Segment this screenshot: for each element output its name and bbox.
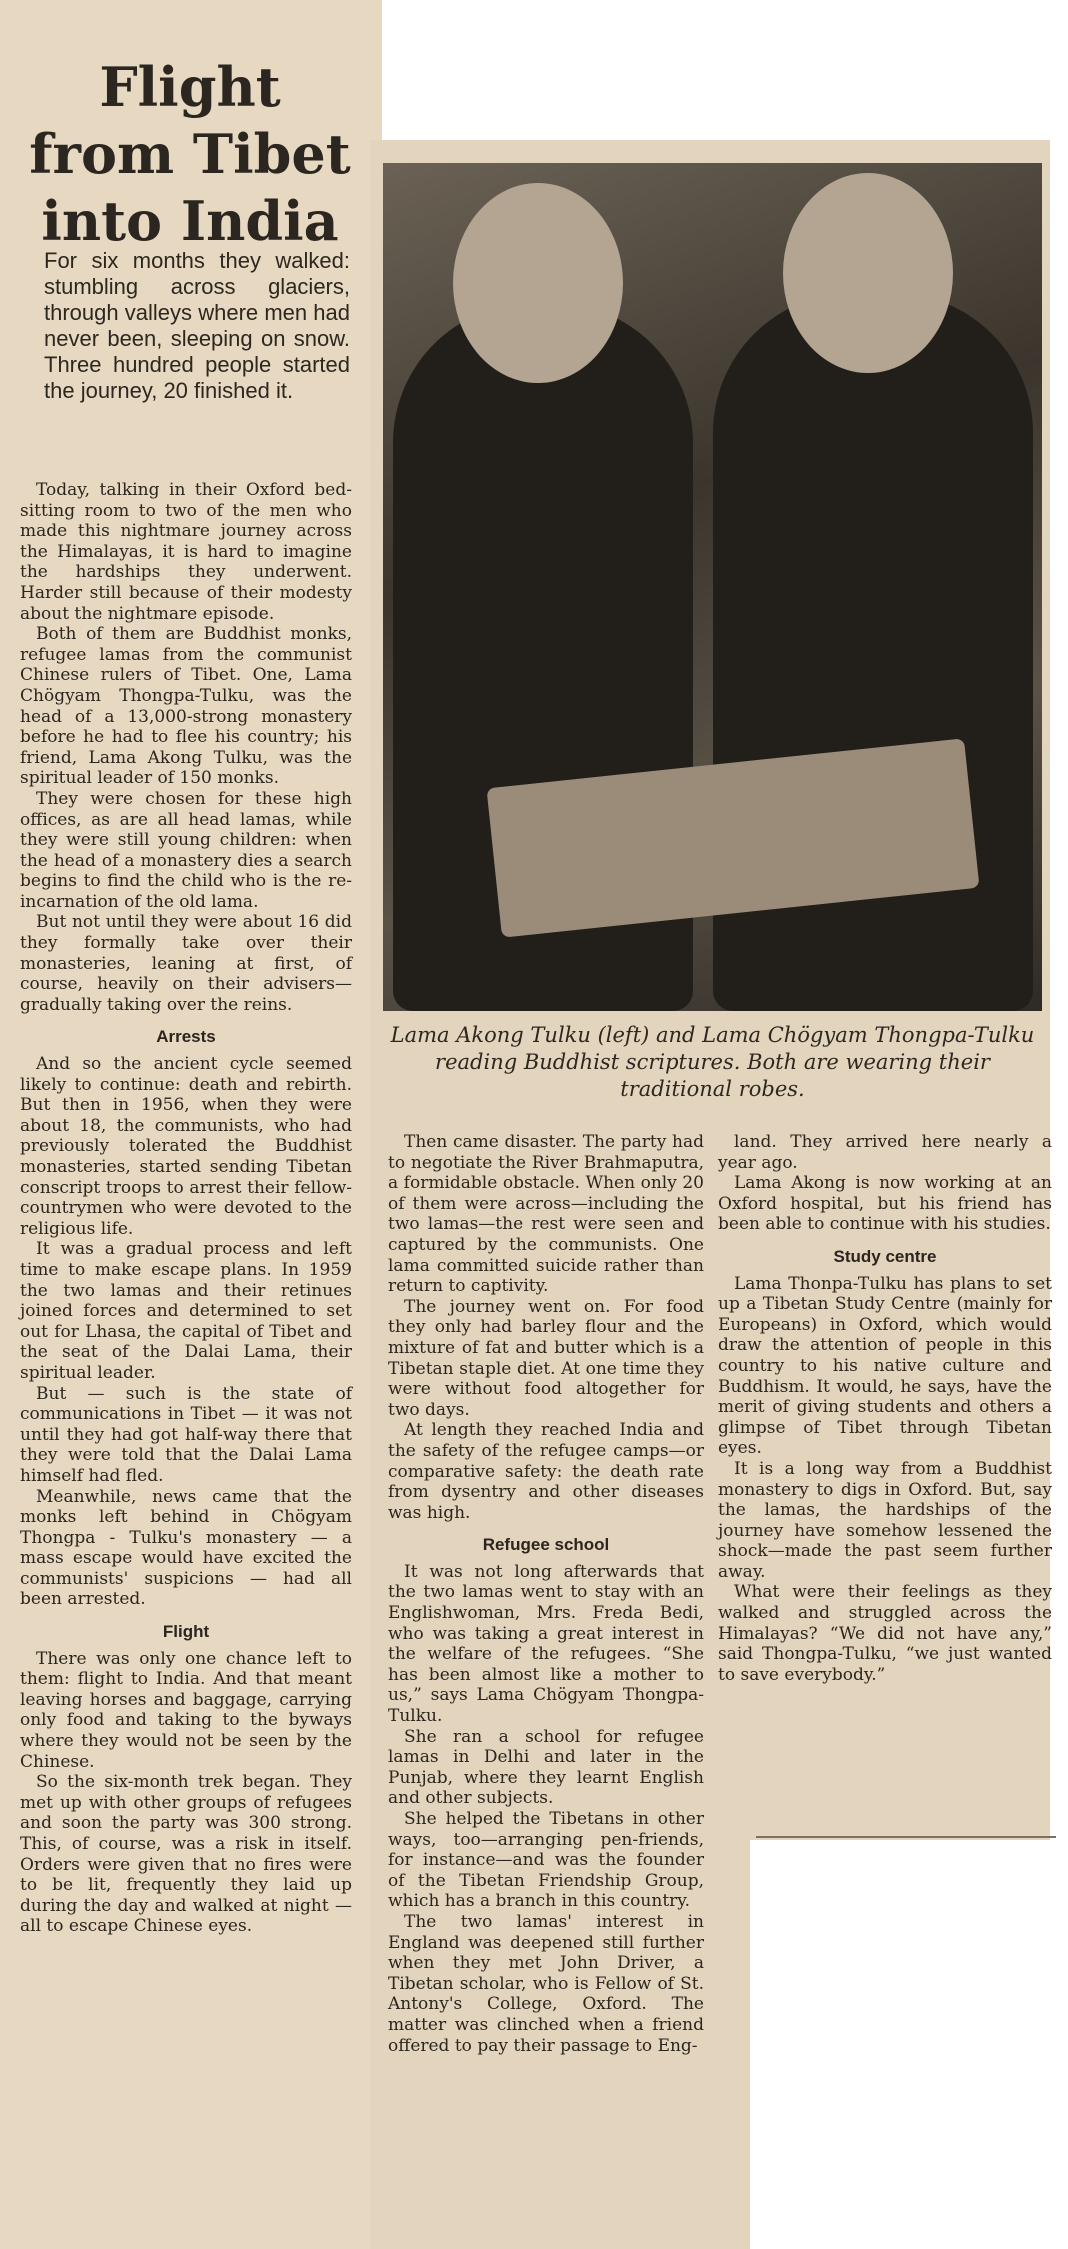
lead-paragraph: For six months they walked: stumbling across glaciers, through valleys where men had never been, sleeping on snow. Three hundred people started the journey, 20 finished it.	[44, 248, 350, 403]
column-1	[20, 480, 352, 1937]
column-3	[718, 1132, 1052, 1685]
paragraph: She helped the Tibetans in other ways, too—arranging pen-friends, for instance—and was the founder of the Tibetan Friendship Group, which has a branch in this country.	[388, 1809, 704, 1912]
photo-two-lamas	[383, 163, 1042, 1011]
paragraph: Today, talking in their Oxford bed-sitting room to two of the men who made this nightmare journey across the Himalayas, it is hard to imagine the hardships they underwent. Harder still because of their modesty about the nightmare episode.	[20, 480, 352, 624]
paragraph: It is a long way from a Buddhist monastery to digs in Oxford. But, say the lamas, the hardships of the journey have somehow lessened the shock—made the past seem further away.	[718, 1458, 1052, 1582]
paragraph: So the six-month trek began. They met up with other groups of refugees and soon the party was 300 strong. This, of course, was a risk in itself. Orders were given that no fires were to be lit, frequently they laid up during the day and walked at night —all to escape Chinese eyes.	[20, 1772, 352, 1937]
paragraph: Lama Akong is now working at an Oxford hospital, but his friend has been able to continue with his studies.	[718, 1173, 1052, 1235]
subheading-refugee-school: Refugee school	[482, 1535, 610, 1555]
headline: Flight from Tibet into India	[29, 55, 351, 254]
head-left	[453, 183, 623, 383]
paragraph: land. They arrived here nearly a year ago.	[718, 1132, 1052, 1173]
paragraph: The journey went on. For food they only had barley flour and the mixture of fat and butter which is a Tibetan staple diet. At one time they were without food altogether for two days.	[388, 1296, 704, 1420]
subheading-study-centre: Study centre	[833, 1246, 937, 1266]
head-right	[783, 173, 953, 373]
column-rule	[756, 1836, 1056, 1838]
paragraph: Then came disaster. The party had to negotiate the River Brahmaputra, a formidable obstacle. When only 20 of them were across—including the two lamas—the rest were seen and captured by the communists. One lama committed suicide rather than return to captivity.	[388, 1132, 704, 1297]
column-2	[388, 1132, 704, 2056]
subheading-arrests: Arrests	[156, 1027, 216, 1047]
paragraph: It was a gradual process and left time to make escape plans. In 1959 the two lamas and their retinues joined forces and determined to set out for Lhasa, the capital of Tibet and the seat of the Dalai Lama, their spiritual leader.	[20, 1239, 352, 1383]
photo-caption: Lama Akong Tulku (left) and Lama Chögyam Thongpa-Tulku reading Buddhist scriptures. Both are wearing their traditional robes.	[390, 1023, 1035, 1101]
paragraph: The two lamas' interest in England was deepened still further when they met John Driver, a Tibetan scholar, who is Fellow of St. Antony's College, Oxford. The matter was clinched when a friend offered to pay their passage to Eng-	[388, 1911, 704, 2056]
paragraph: Meanwhile, news came that the monks left behind in Chögyam Thongpa - Tulku's monastery — a mass escape would have excited the communists' suspicions — had all been arrested.	[20, 1486, 352, 1610]
paragraph: She ran a school for refugee lamas in Delhi and later in the Punjab, where they learnt English and other subjects.	[388, 1726, 704, 1809]
subheading-flight: Flight	[162, 1622, 210, 1642]
paragraph: Both of them are Buddhist monks, refugee lamas from the communist Chinese rulers of Tibet. One, Lama Chögyam Thongpa-Tulku, was the head of a 13,000-strong monastery before he had to flee his country; his friend, Lama Akong Tulku, was the spiritual leader of 150 monks.	[20, 624, 352, 789]
paragraph: At length they reached India and the safety of the refugee camps—or comparative safety: the death rate from dysentry and other diseases was high.	[388, 1420, 704, 1523]
paragraph: They were chosen for these high offices, as are all head lamas, while they were still young children: when the head of a monastery dies a search begins to find the child who is the re-incarnation of the old lama.	[20, 788, 352, 912]
paragraph: But not until they were about 16 did they formally take over their monasteries, leaning at first, of course, heavily on their advisers—gradually taking over the reins.	[20, 912, 352, 1015]
paragraph: There was only one chance left to them: flight to India. And that meant leaving horses and baggage, carrying only food and taking to the byways where they would not be seen by the Chinese.	[20, 1648, 352, 1772]
paragraph: It was not long afterwards that the two lamas went to stay with an Englishwoman, Mrs. Freda Bedi, who was taking a great interest in the welfare of the refugees. “She has been almost like a mother to us,” says Lama Chögyam Thongpa-Tulku.	[388, 1561, 704, 1727]
paragraph: What were their feelings as they walked and struggled across the Himalayas? “We did not have any,” said Thongpa-Tulku, “we just wanted to save everybody.”	[718, 1582, 1052, 1685]
paragraph: Lama Thonpa-Tulku has plans to set up a Tibetan Study Centre (mainly for Europeans) in Oxford, which would draw the attention of people in this country to his native culture and Buddhism. It would, he says, have the merit of giving students and others a glimpse of Tibet through Tibetan eyes.	[718, 1273, 1052, 1459]
paragraph: And so the ancient cycle seemed likely to continue: death and rebirth. But then in 1956, when they were about 18, the communists, who had previously tolerated the Buddhist monasteries, started sending Tibetan conscript troops to arrest their fellow-countrymen who were devoted to the religious life.	[20, 1054, 352, 1239]
paragraph: But — such is the state of communications in Tibet — it was not until they had got half-way there that they were told that the Dalai Lama himself had fled.	[20, 1383, 352, 1486]
